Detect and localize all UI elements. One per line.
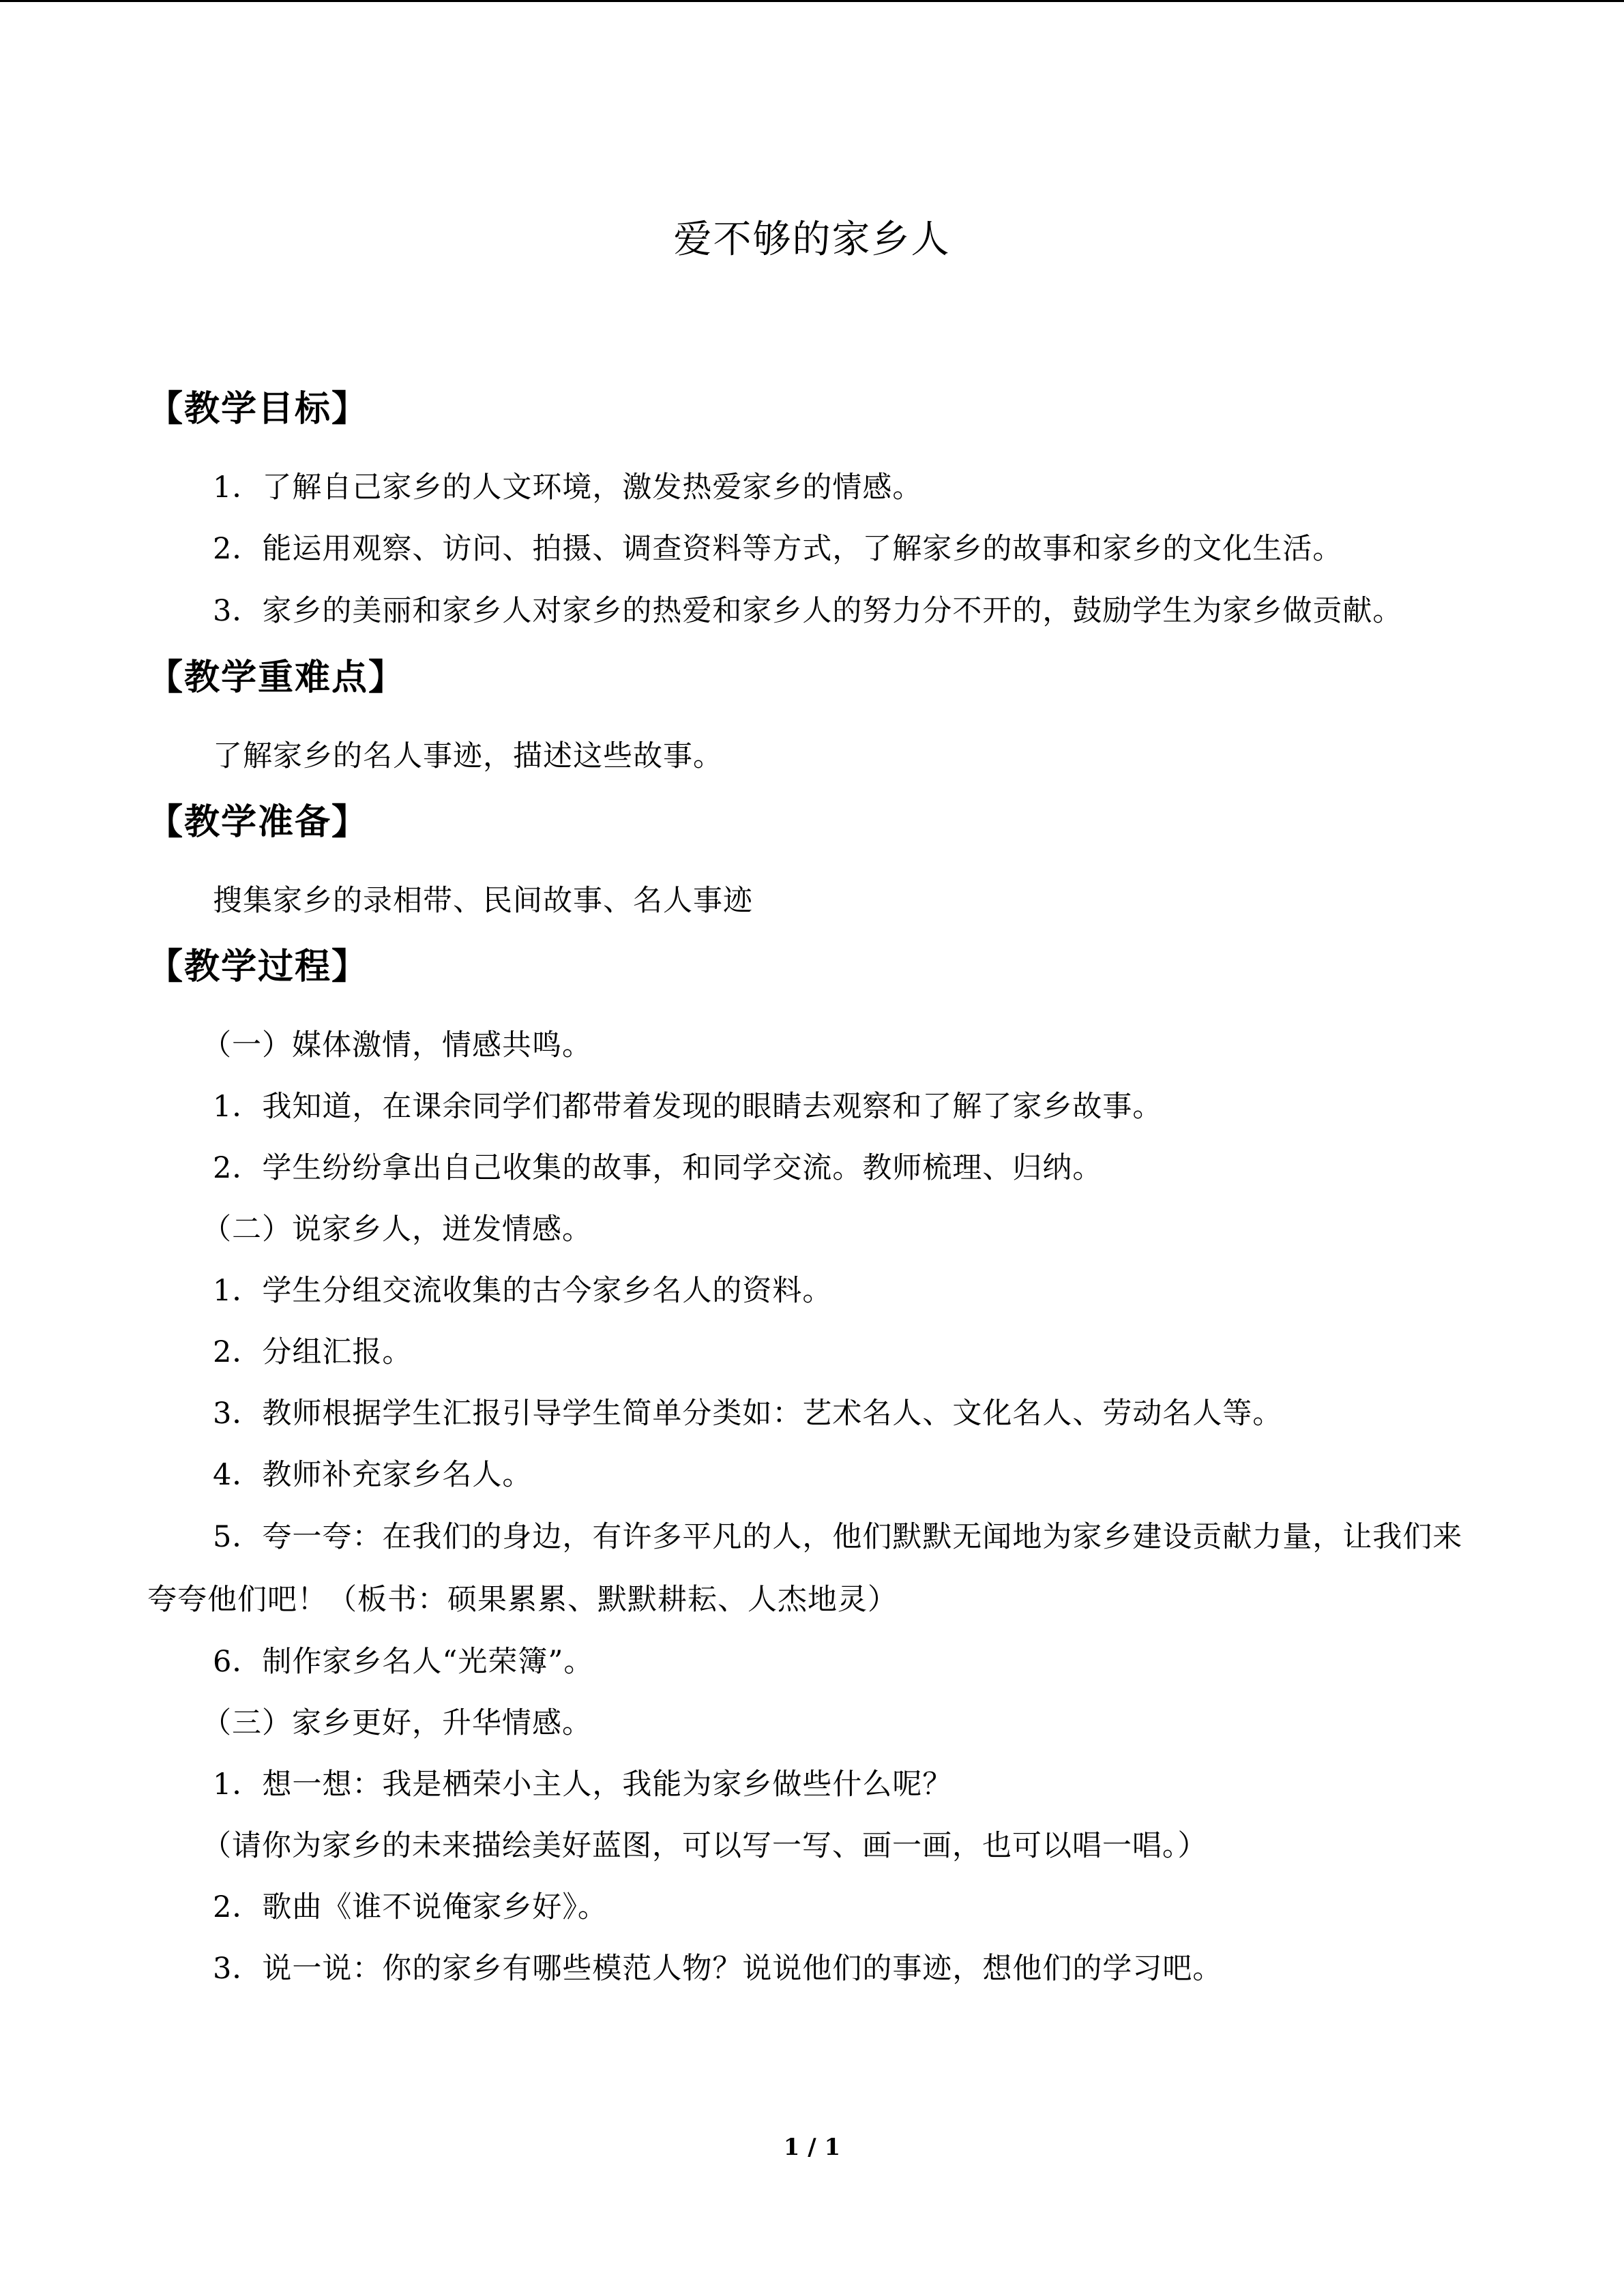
section-heading-preparation: 【教学准备】 — [147, 802, 369, 843]
document-title: 爱不够的家乡人 — [673, 218, 951, 262]
process-note: （请你为家乡的未来描绘美好蓝图，可以写一写、画一画，也可以唱一唱。） — [202, 1829, 1208, 1863]
top-border-line — [0, 0, 1624, 2]
section-heading-process: 【教学过程】 — [147, 946, 369, 987]
section-heading-objectives: 【教学目标】 — [147, 389, 369, 430]
process-item: 2．学生纷纷拿出自己收集的故事，和同学交流。教师梳理、归纳。 — [213, 1151, 1103, 1185]
process-item: 3．说一说：你的家乡有哪些模范人物？说说他们的事迹，想他们的学习吧。 — [213, 1952, 1223, 1986]
document-body — [147, 382, 1484, 1999]
section-heading-key-points: 【教学重难点】 — [147, 657, 406, 698]
process-subheading: （二）说家乡人，迸发情感。 — [202, 1212, 592, 1247]
process-item: 3．教师根据学生汇报引导学生简单分类如：艺术名人、文化名人、劳动名人等。 — [213, 1397, 1283, 1431]
preparation-text: 搜集家乡的录相带、民间故事、名人事迹 — [213, 884, 753, 918]
page-number: 1 / 1 — [783, 2134, 841, 2161]
process-item: 4．教师补充家乡名人。 — [213, 1458, 533, 1492]
process-item: 2．歌曲《谁不说俺家乡好》。 — [213, 1890, 608, 1924]
process-item: 1．我知道，在课余同学们都带着发现的眼睛去观察和了解了家乡故事。 — [213, 1090, 1163, 1124]
key-point-text: 了解家乡的名人事迹，描述这些故事。 — [213, 739, 723, 773]
process-item: 2．分组汇报。 — [213, 1335, 413, 1369]
process-item: 1．想一想：我是栖荣小主人，我能为家乡做些什么呢？ — [213, 1768, 953, 1802]
process-subheading: （一）媒体激情，情感共鸣。 — [202, 1028, 592, 1062]
objective-item: 3．家乡的美丽和家乡人对家乡的热爱和家乡人的努力分不开的，鼓励学生为家乡做贡献。 — [213, 594, 1403, 628]
process-subheading: （三）家乡更好，升华情感。 — [202, 1706, 592, 1740]
process-item: 6．制作家乡名人“光荣簿”。 — [213, 1645, 594, 1679]
process-item: 1．学生分组交流收集的古今家乡名人的资料。 — [213, 1274, 833, 1308]
objective-item: 1．了解自己家乡的人文环境，激发热爱家乡的情感。 — [213, 471, 923, 505]
process-item: 5．夸一夸：在我们的身边，有许多平凡的人，他们默默无闻地为家乡建设贡献力量，让我们来夸夸他们吧！（板书：硕果累累、默默耕耘、人杰地灵） — [147, 1520, 1463, 1617]
objective-item: 2．能运用观察、访问、拍摄、调查资料等方式，了解家乡的故事和家乡的文化生活。 — [213, 532, 1343, 566]
